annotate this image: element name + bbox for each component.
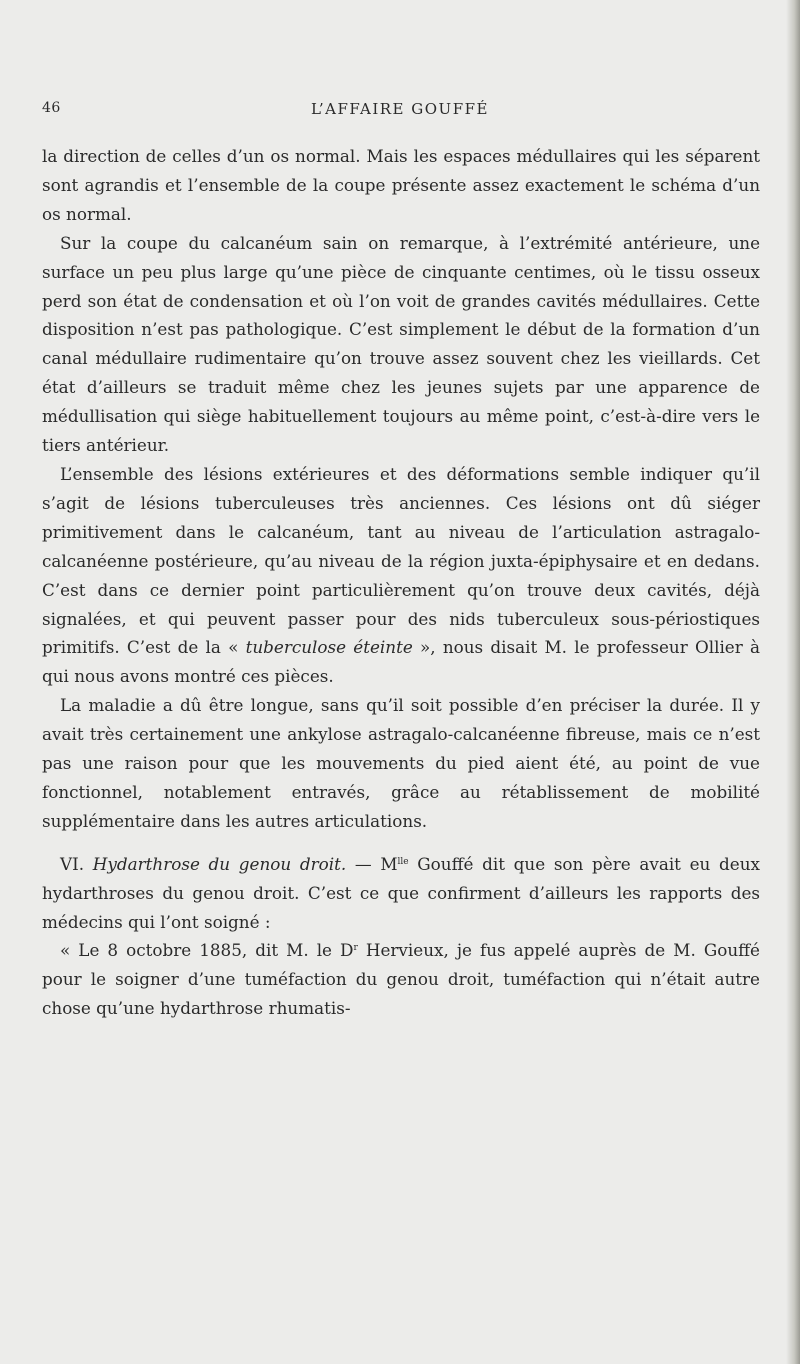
running-title: L’AFFAIRE GOUFFÉ bbox=[311, 100, 489, 118]
paragraph-5-superscript: lle bbox=[397, 856, 409, 867]
paragraph-4: La maladie a dû être longue, sans qu’il soit possible d’en préciser la durée. Il y avait très certainement une ankylose astragalo-calcanéenne fibreuse, mais ce n’est pas une raison pour que les mouvements du pied aient été, au point de vue fonctionnel, notablement entravés, grâce au rétablissement de mobilité supplémentaire dans les autres articulations. bbox=[42, 695, 760, 831]
paragraph-6 bbox=[42, 936, 760, 1023]
section-number: VI. bbox=[60, 853, 93, 874]
paragraph-2: Sur la coupe du calcanéum sain on remarque, à l’extrémité antérieure, une surface un peu plus large qu’une pièce de cinquante centimes, où le tissu osseux perd son état de condensation et où l’on voit de grandes cavités médullaires. Cette disposition n’est pas pathologique. C’est simplement le début de la formation d’un canal médullaire rudimentaire qu’on trouve assez souvent chez les vieillards. Cet état d’ailleurs se traduit même chez les jeunes sujets par une apparence de médullisation qui siège habituellement toujours au même point, c’est-à-dire vers le tiers antérieur. bbox=[42, 232, 760, 456]
section-gap bbox=[42, 836, 760, 850]
paragraph-3 bbox=[42, 460, 760, 691]
paragraph-6-superscript: r bbox=[353, 943, 358, 954]
section-heading-italic: Hydarthrose du genou droit. bbox=[92, 853, 347, 874]
paragraph-5-text-a: — M bbox=[346, 853, 398, 874]
paragraph-5 bbox=[42, 850, 760, 937]
paragraph-5-text-b: Gouffé dit que son père avait eu deux hydarthroses du genou droit. C’est ce que confirment d’ailleurs les rapports des médecins qui l’ont soigné : bbox=[42, 853, 760, 932]
page-edge-shadow bbox=[786, 0, 800, 1364]
paragraph-6-text-b: Hervieux, je fus appelé auprès de M. Gouffé pour le soigner d’une tuméfaction du genou droit, tuméfaction qui n’était autre chose qu’une hydarthrose rhumatis- bbox=[42, 940, 760, 1019]
paragraph-1: la direction de celles d’un os normal. Mais les espaces médullaires qui les séparent sont agrandis et l’ensemble de la coupe présente assez exactement le schéma d’un os normal. bbox=[42, 146, 760, 224]
paragraph-3-italic: tuberculose éteinte bbox=[245, 637, 413, 658]
paragraph-3-text-a: L’ensemble des lésions extérieures et des déformations semble indiquer qu’il s’agit de lésions tuberculeuses très anciennes. Ces lésions ont dû siéger primitivement dans le calcanéum, tant au niveau de l’articulation astragalo-calcanéenne postérieure, qu’au niveau de la région juxta-épiphysaire et en dedans. C’est dans ce dernier point particulièrement qu’on trouve deux cavités, déjà signalées, et qui peuvent passer pour des nids tuberculeux sous-périostiques primitifs. C’est de la « bbox=[42, 463, 760, 658]
page-number: 46 bbox=[42, 100, 61, 116]
body-text bbox=[42, 142, 760, 1023]
paragraph-6-text-a: « Le 8 octobre 1885, dit M. le D bbox=[60, 940, 354, 961]
paragraph-3-text-b: », nous disait M. le professeur Ollier à qui nous avons montré ces pièces. bbox=[42, 637, 760, 687]
